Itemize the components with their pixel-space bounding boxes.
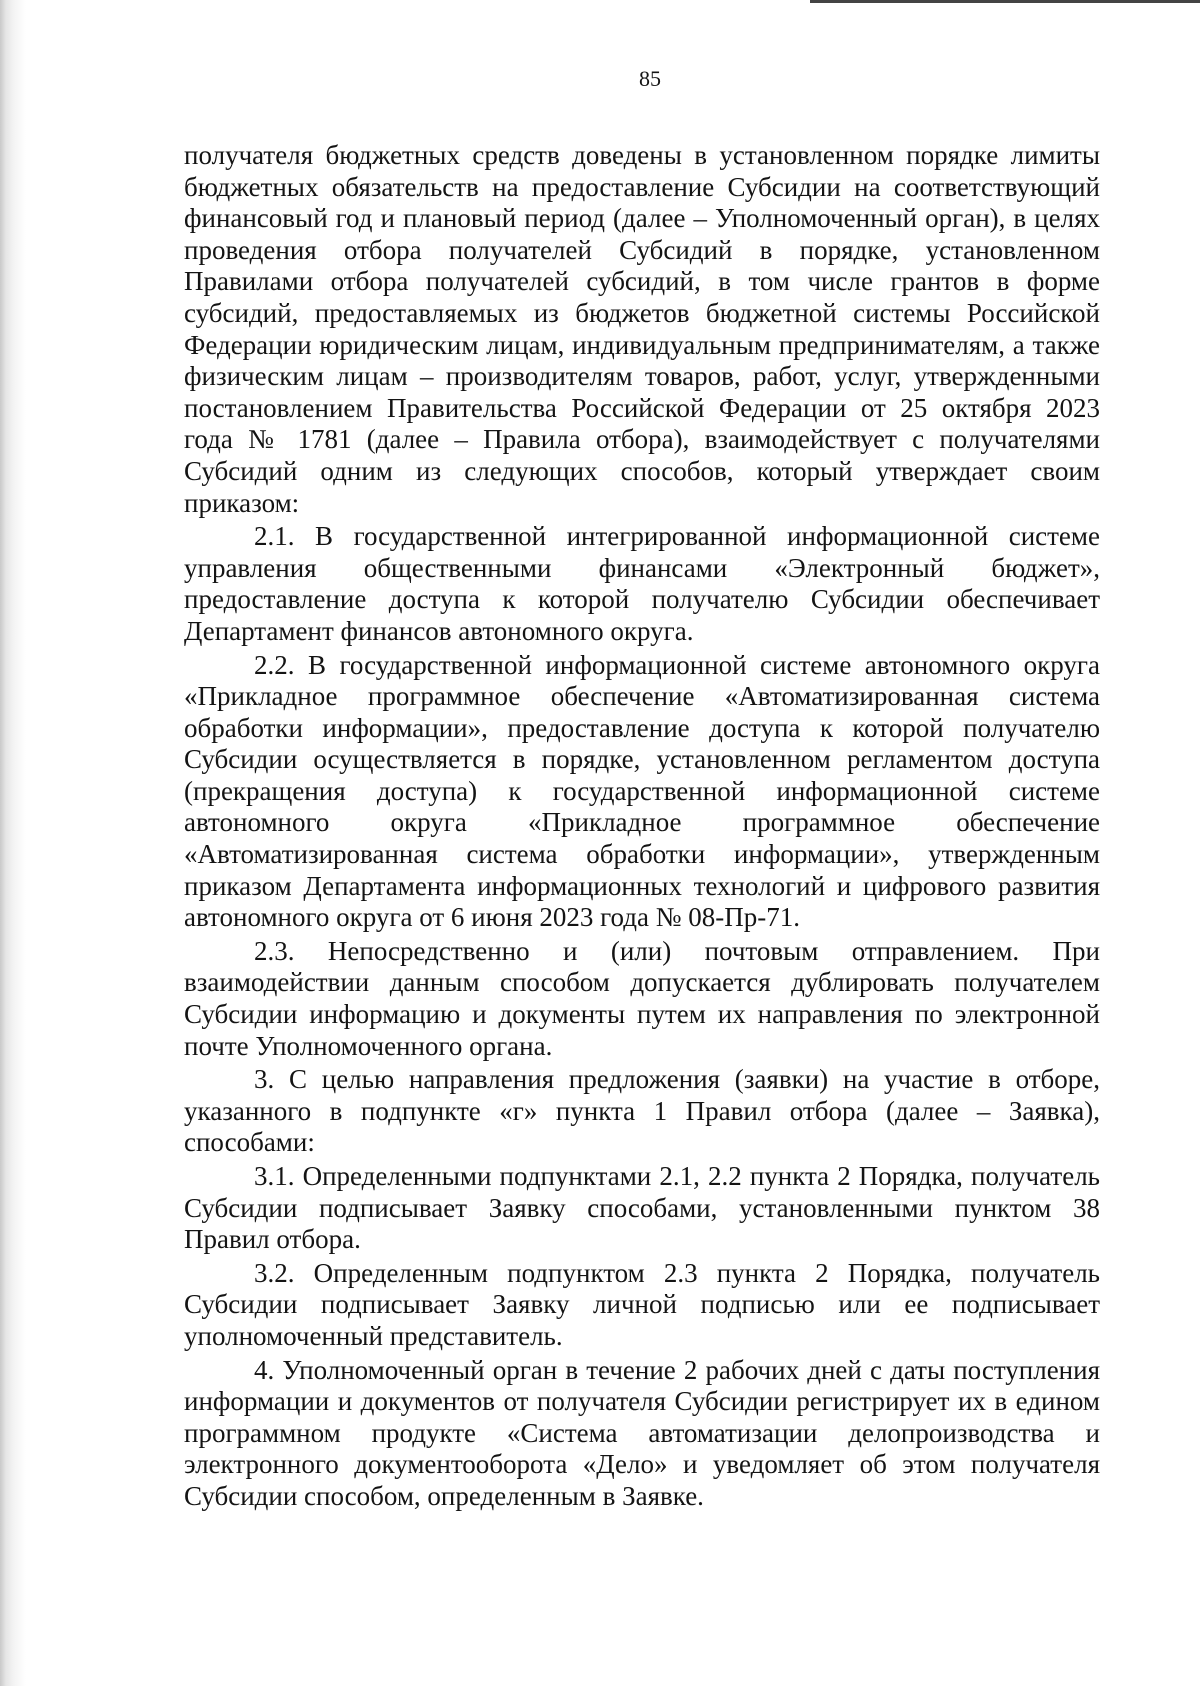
paragraph-intro-continuation: получателя бюджетных средств доведены в установленном порядке лимиты бюджетных обязательств на предоставление Субсидии на соответствующий финансовый год и плановый период (далее – Уполномоченный орган), в целях проведения отбора получателей Субсидий в порядке, установленном Правилами отбора получателей субсидий, в том числе грантов в форме субсидий, предоставляемых из бюджетов бюджетной системы Российской Федерации юридическим лицам, индивидуальным предпринимателям, а также физическим лицам – производителям товаров, работ, услуг, утвержденными постановлением Правительства Российской Федерации от 25 октября 2023 года № 1781 (далее – Правила отбора), взаимодействует с получателями Субсидий одним из следующих способов, который утверждает своим приказом: xyxy=(184,140,1100,518)
document-body xyxy=(184,140,1100,1513)
paragraph-2-2: 2.2. В государственной информационной системе автономного округа «Прикладное программное обеспечение «Автоматизированная система обработки информации», предоставление доступа к которой получателю Субсидии осуществляется в порядке, установленном регламентом доступа (прекращения доступа) к государственной информационной системе автономного округа «Прикладное программное обеспечение «Автоматизированная система обработки информации», утвержденным приказом Департамента информационных технологий и цифрового развития автономного округа от 6 июня 2023 года № 08-Пр-71. xyxy=(184,649,1100,933)
paragraph-4: 4. Уполномоченный орган в течение 2 рабочих дней с даты поступления информации и документов от получателя Субсидии регистрирует их в едином программном продукте «Система автоматизации делопроизводства и электронного документооборота «Дело» и уведомляет об этом получателя Субсидии способом, определенным в Заявке. xyxy=(184,1354,1100,1511)
scan-top-edge xyxy=(810,0,1200,3)
paragraph-3: 3. С целью направления предложения (заявки) на участие в отборе, указанного в подпункте «г» пункта 1 Правил отбора (далее – Заявка), способами: xyxy=(184,1064,1100,1158)
scan-left-edge xyxy=(0,0,26,1686)
page-number: 85 xyxy=(639,66,661,91)
paragraph-2-1: 2.1. В государственной интегрированной информационной системе управления общественными финансами «Электронный бюджет», предоставление доступа к которой получателю Субсидии обеспечивает Департамент финансов автономного округа. xyxy=(184,521,1100,646)
paragraph-3-1: 3.1. Определенными подпунктами 2.1, 2.2 пункта 2 Порядка, получатель Субсидии подписывает Заявку способами, установленными пунктом 38 Правил отбора. xyxy=(184,1161,1100,1255)
paragraph-3-2: 3.2. Определенным подпунктом 2.3 пункта 2 Порядка, получатель Субсидии подписывает Заявку личной подписью или ее подписывает уполномоченный представитель. xyxy=(184,1257,1100,1351)
paragraph-2-3: 2.3. Непосредственно и (или) почтовым отправлением. При взаимодействии данным способом допускается дублировать получателем Субсидии информацию и документы путем их направления по электронной почте Уполномоченного органа. xyxy=(184,935,1100,1061)
